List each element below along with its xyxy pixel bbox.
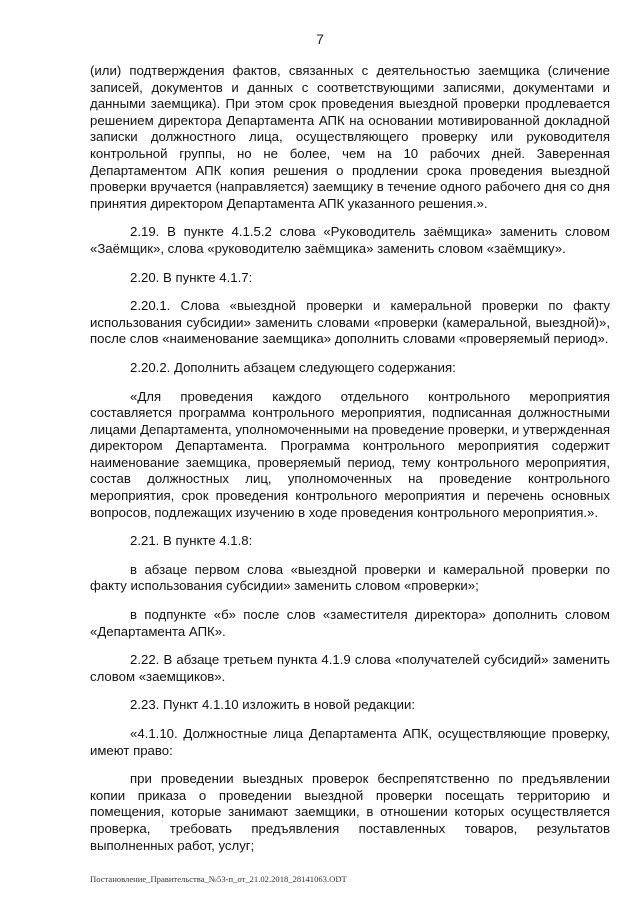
page-number: 7 bbox=[316, 31, 324, 47]
paragraph-2-21: 2.21. В пункте 4.1.8: bbox=[130, 533, 253, 549]
document-body bbox=[90, 63, 610, 854]
paragraph-2-19: 2.19. В пункте 4.1.5.2 слова «Руководитель заёмщика» заменить словом «Заёмщик», слова «руководителю заёмщика» заменить словом «заёмщику». bbox=[90, 224, 610, 256]
paragraph-2-20: 2.20. В пункте 4.1.7: bbox=[130, 269, 253, 285]
paragraph-field-inspection-rights: при проведении выездных проверок беспрепятственно по предъявлении копии приказа о проведении выездной проверки посещать территорию и помещения, которые занимают заемщики, в отношении которых осуществляется проверка, требовать предъявления поставленных товаров, результатов выполненных работ, услуг; bbox=[90, 771, 610, 853]
paragraph-2-20-2: 2.20.2. Дополнить абзацем следующего содержания: bbox=[130, 359, 456, 375]
paragraph-4-1-10: «4.1.10. Должностные лица Департамента АПК, осуществляющие проверку, имеют право: bbox=[90, 726, 610, 758]
document-footer-filename: Постановление_Правительства_№53-п_от_21.02.2018_28141063.ODT bbox=[90, 874, 347, 884]
paragraph-subpoint-b: в подпункте «б» после слов «заместителя директора» дополнить словом «Департамента АПК». bbox=[90, 607, 610, 639]
paragraph-2-23: 2.23. Пункт 4.1.10 изложить в новой редакции: bbox=[130, 697, 415, 713]
paragraph-continuation: (или) подтверждения фактов, связанных с деятельностью заемщика (сличение записей, документов и данных с соответствующими записями, документами и данными заемщика). При этом срок проведения выездной проверки продлевается решением директора Департамента АПК на основании мотивированной докладной записки должностного лица, осуществляющего проверку или руководителя контрольной группы, но не более, чем на 10 рабочих дней. Заверенная Департаментом АПК копия решения о продлении срока проведения выездной проверки вручается (направляется) заемщику в течение одного рабочего дня со дня принятия директором Департамента АПК указанного решения.». bbox=[90, 63, 610, 211]
paragraph-program-quote: «Для проведения каждого отдельного контрольного мероприятия составляется программа контрольного мероприятия, подписанная должностными лицами Департамента, уполномоченными на проведение проверки, и утвержденная директором Департамента. Программа контрольного мероприятия содержит наименование заемщика, проверяемый период, тему контрольного мероприятия, состав должностных лиц, уполномоченных на проведение контрольного мероприятия, срок проведения контрольного мероприятия и перечень основных вопросов, подлежащих изучению в ходе проведения контрольного мероприятия.». bbox=[90, 388, 610, 520]
paragraph-first-clause: в абзаце первом слова «выездной проверки и камеральной проверки по факту использования субсидии» заменить словом «проверки»; bbox=[90, 561, 610, 594]
paragraph-2-22: 2.22. В абзаце третьем пункта 4.1.9 слова «получателей субсидий» заменить словом «заемщиков». bbox=[90, 652, 610, 684]
paragraph-2-20-1: 2.20.1. Слова «выездной проверки и камеральной проверки по факту использования субсидии» заменить словами «проверки (камеральной, выездной)», после слов «наименование заемщика» дополнить словами «проверяемый период». bbox=[90, 298, 610, 347]
